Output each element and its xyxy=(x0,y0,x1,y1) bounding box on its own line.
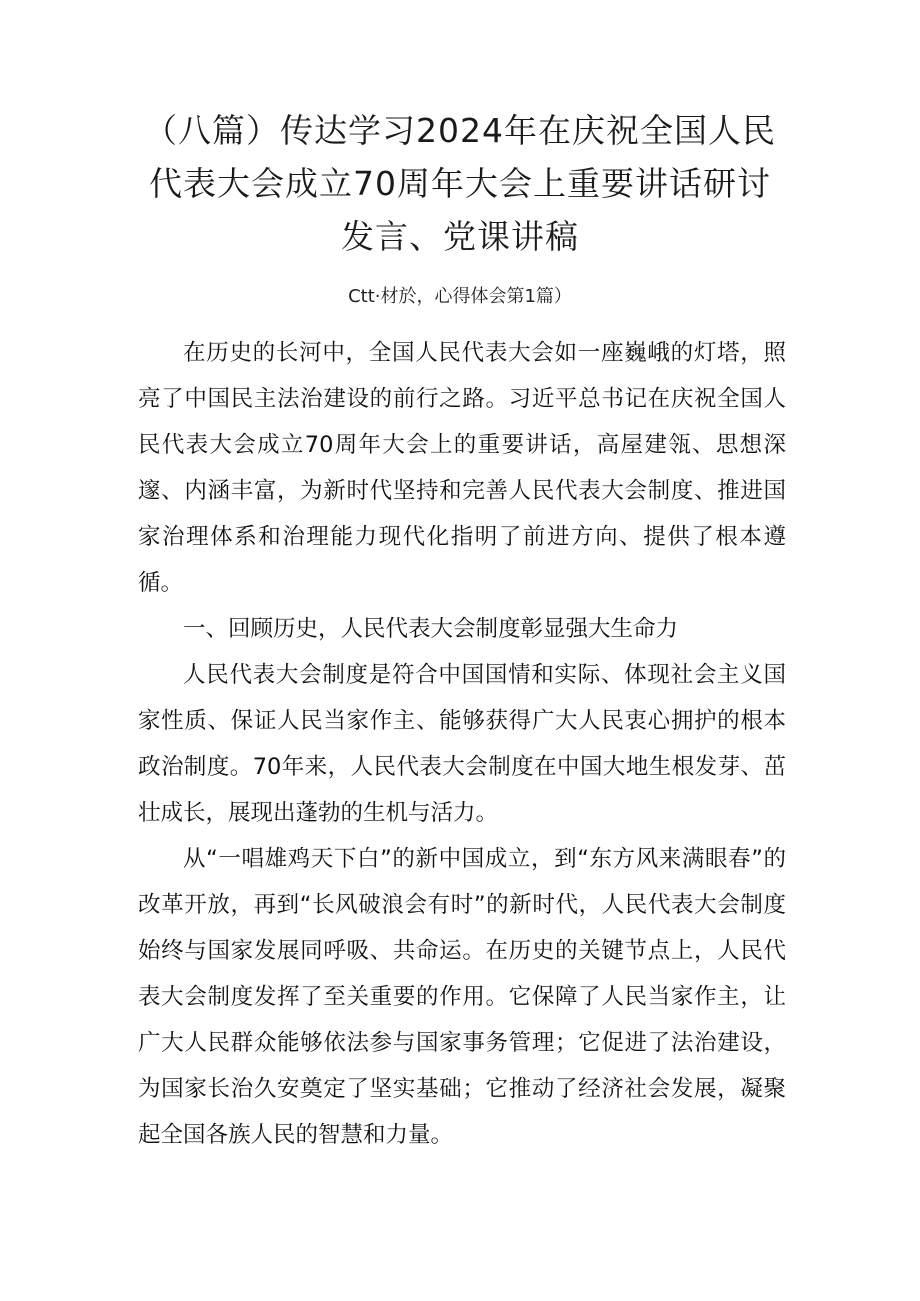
document-title xyxy=(100,104,820,263)
section-heading-1: 一、回顾历史，人民代表大会制度彰显强大生命力 xyxy=(183,616,679,642)
paragraph-2: 人民代表大会制度是符合中国国情和实际、体现社会主义国家性质、保证人民当家作主、能够获得广大人民衷心拥护的根本政治制度。70年来，人民代表大会制度在中国大地生根发芽、茁壮成长，展现出蓬勃的生机与活力。 xyxy=(138,662,786,826)
document-subtitle: Ctt·材於，心得体会第1篇） xyxy=(348,286,572,307)
paragraph-3: 从“一唱雄鸡天下白”的新中国成立，到“东方风来满眼春”的改革开放，再到“长风破浪会有时”的新时代，人民代表大会制度始终与国家发展同呼吸、共命运。在历史的关键节点上，人民代表大会制度发挥了至关重要的作用。它保障了人民当家作主，让广大人民群众能够依法参与国家事务管理；它促进了法治建设，为国家长治久安奠定了坚实基础；它推动了经济社会发展，凝聚起全国各族人民的智慧和力量。 xyxy=(138,846,786,1148)
title-line-1: （八篇）传达学习2024年在庆祝全国人民 xyxy=(144,111,776,150)
title-line-3: 发言、党课讲稿 xyxy=(341,217,579,256)
title-line-2: 代表大会成立70周年大会上重要讲话研讨 xyxy=(149,164,771,203)
paragraph-1: 在历史的长河中，全国人民代表大会如一座巍峨的灯塔，照亮了中国民主法治建设的前行之路。习近平总书记在庆祝全国人民代表大会成立70周年大会上的重要讲话，高屋建瓴、思想深邃、内涵丰富，为新时代坚持和完善人民代表大会制度、推进国家治理体系和治理能力现代化指明了前进方向、提供了根本遵循。 xyxy=(138,340,786,596)
document-body xyxy=(138,330,786,1158)
